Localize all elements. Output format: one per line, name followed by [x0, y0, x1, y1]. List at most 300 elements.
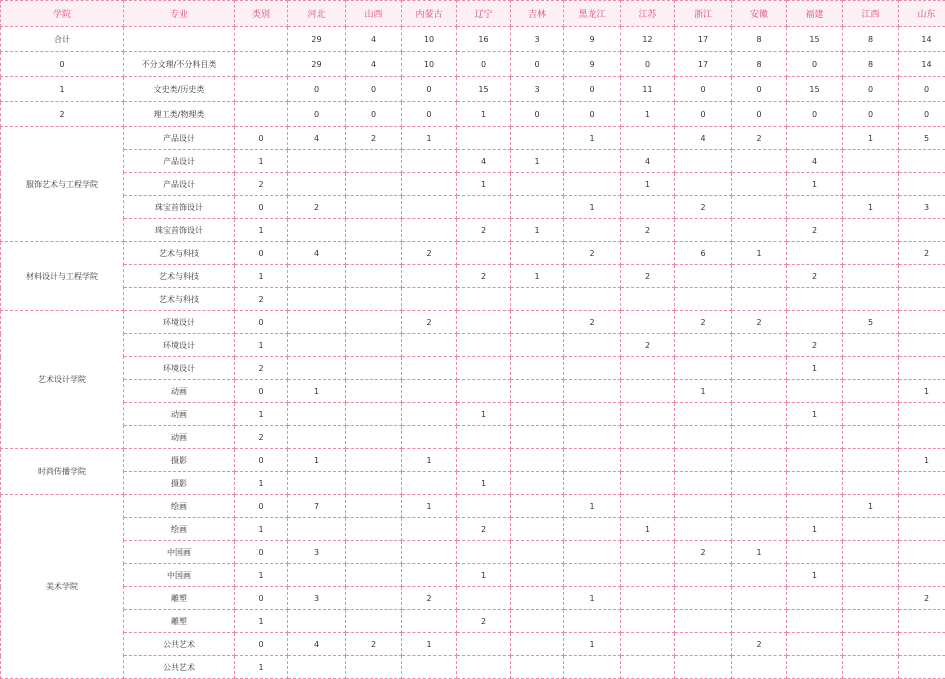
quota-cell: 1	[843, 196, 899, 219]
quota-cell: 1	[457, 564, 511, 587]
major-cell: 环境设计	[124, 311, 235, 334]
table-cell: 0	[564, 77, 621, 102]
quota-cell: 1	[787, 564, 843, 587]
category-cell: 0	[235, 380, 288, 403]
quota-cell: 2	[457, 265, 511, 288]
quota-cell	[346, 219, 402, 242]
quota-cell: 2	[621, 219, 675, 242]
quota-cell	[899, 150, 945, 173]
table-cell: 0	[787, 102, 843, 127]
category-cell: 1	[235, 265, 288, 288]
quota-cell: 1	[564, 127, 621, 150]
quota-cell: 1	[899, 380, 945, 403]
quota-cell	[899, 334, 945, 357]
table-cell: 29	[288, 27, 346, 52]
quota-cell	[402, 472, 457, 495]
quota-cell	[675, 288, 732, 311]
quota-cell	[732, 587, 787, 610]
quota-cell: 2	[732, 633, 787, 656]
quota-cell	[402, 541, 457, 564]
quota-cell	[402, 173, 457, 196]
quota-cell	[843, 334, 899, 357]
quota-cell	[787, 587, 843, 610]
table-cell: 0	[402, 102, 457, 127]
quota-cell	[457, 449, 511, 472]
quota-cell	[511, 564, 564, 587]
quota-cell	[457, 127, 511, 150]
quota-cell	[402, 426, 457, 449]
quota-cell	[346, 357, 402, 380]
quota-cell	[457, 656, 511, 679]
quota-cell	[621, 564, 675, 587]
table-body	[1, 27, 945, 679]
table-cell: 14	[899, 27, 945, 52]
table-row	[1, 610, 945, 633]
quota-cell	[511, 633, 564, 656]
quota-cell	[843, 472, 899, 495]
quota-cell: 2	[899, 587, 945, 610]
summary-row	[1, 102, 945, 127]
column-header: 福建	[787, 1, 843, 27]
quota-cell	[843, 518, 899, 541]
quota-cell	[511, 334, 564, 357]
table-cell: 17	[675, 27, 732, 52]
quota-cell	[346, 610, 402, 633]
table-row	[1, 357, 945, 380]
quota-cell: 4	[288, 242, 346, 265]
quota-cell	[787, 127, 843, 150]
table-cell: 0	[732, 102, 787, 127]
quota-cell	[675, 265, 732, 288]
quota-cell	[346, 587, 402, 610]
quota-cell: 3	[288, 587, 346, 610]
quota-cell	[732, 518, 787, 541]
table-cell: 0	[675, 102, 732, 127]
quota-cell: 1	[511, 219, 564, 242]
table-cell: 1	[621, 102, 675, 127]
major-cell: 动画	[124, 380, 235, 403]
column-header: 吉林	[511, 1, 564, 27]
quota-cell: 4	[621, 150, 675, 173]
quota-cell	[675, 449, 732, 472]
quota-cell	[732, 265, 787, 288]
quota-cell	[564, 357, 621, 380]
quota-cell: 2	[621, 334, 675, 357]
quota-cell	[621, 587, 675, 610]
table-cell: 15	[457, 77, 511, 102]
category-cell: 1	[235, 334, 288, 357]
quota-cell	[402, 334, 457, 357]
quota-cell	[621, 472, 675, 495]
quota-cell: 1	[288, 380, 346, 403]
table-cell	[235, 102, 288, 127]
category-cell: 0	[235, 633, 288, 656]
table-cell: 29	[288, 52, 346, 77]
quota-cell	[732, 150, 787, 173]
column-header: 内蒙古	[402, 1, 457, 27]
major-cell: 环境设计	[124, 357, 235, 380]
quota-cell	[564, 518, 621, 541]
quota-cell: 1	[732, 541, 787, 564]
quota-cell	[511, 518, 564, 541]
quota-cell: 1	[402, 495, 457, 518]
column-header: 河北	[288, 1, 346, 27]
table-cell: 11	[621, 77, 675, 102]
quota-cell: 2	[457, 518, 511, 541]
column-header: 山西	[346, 1, 402, 27]
quota-cell	[899, 656, 945, 679]
major-cell: 艺术与科技	[124, 288, 235, 311]
quota-cell: 1	[787, 518, 843, 541]
category-cell: 1	[235, 518, 288, 541]
quota-cell	[899, 173, 945, 196]
quota-cell	[288, 656, 346, 679]
quota-cell	[564, 288, 621, 311]
quota-cell	[899, 541, 945, 564]
quota-cell	[402, 357, 457, 380]
quota-cell	[675, 472, 732, 495]
table-row	[1, 311, 945, 334]
quota-cell: 5	[843, 311, 899, 334]
table-cell: 9	[564, 52, 621, 77]
table-cell: 12	[621, 27, 675, 52]
quota-cell	[288, 334, 346, 357]
quota-cell	[511, 449, 564, 472]
table-cell: 3	[511, 77, 564, 102]
quota-cell	[675, 334, 732, 357]
table-cell: 17	[675, 52, 732, 77]
quota-cell	[675, 403, 732, 426]
column-header: 专业	[124, 1, 235, 27]
quota-cell: 1	[621, 173, 675, 196]
major-cell: 公共艺术	[124, 633, 235, 656]
table-row	[1, 518, 945, 541]
column-header: 黑龙江	[564, 1, 621, 27]
quota-cell: 2	[402, 311, 457, 334]
quota-cell	[402, 196, 457, 219]
quota-cell	[787, 633, 843, 656]
quota-cell	[899, 357, 945, 380]
quota-cell	[346, 196, 402, 219]
quota-cell	[564, 380, 621, 403]
table-cell: 0	[899, 102, 945, 127]
quota-cell	[402, 219, 457, 242]
quota-cell	[787, 426, 843, 449]
quota-cell	[899, 403, 945, 426]
column-header: 安徽	[732, 1, 787, 27]
quota-cell	[564, 541, 621, 564]
quota-cell: 1	[511, 150, 564, 173]
table-cell	[235, 27, 288, 52]
quota-cell	[675, 219, 732, 242]
column-header: 江苏	[621, 1, 675, 27]
table-cell: 15	[787, 27, 843, 52]
quota-cell	[564, 150, 621, 173]
category-cell: 0	[235, 495, 288, 518]
quota-cell	[346, 173, 402, 196]
table-row	[1, 127, 945, 150]
quota-cell	[899, 265, 945, 288]
college-cell: 材料设计与工程学院	[1, 242, 124, 311]
table-cell: 0	[1, 52, 124, 77]
quota-cell	[899, 426, 945, 449]
major-cell: 中国画	[124, 541, 235, 564]
quota-cell	[457, 357, 511, 380]
quota-cell	[621, 541, 675, 564]
table-row	[1, 150, 945, 173]
major-cell: 产品设计	[124, 127, 235, 150]
table-row	[1, 403, 945, 426]
quota-cell	[564, 334, 621, 357]
quota-cell	[899, 472, 945, 495]
quota-cell: 2	[899, 242, 945, 265]
quota-cell	[843, 426, 899, 449]
quota-cell	[732, 380, 787, 403]
table-cell: 0	[346, 102, 402, 127]
quota-cell	[288, 564, 346, 587]
quota-cell	[675, 610, 732, 633]
summary-row	[1, 27, 945, 52]
major-cell: 绘画	[124, 518, 235, 541]
major-cell: 动画	[124, 403, 235, 426]
major-cell: 艺术与科技	[124, 242, 235, 265]
quota-cell	[843, 219, 899, 242]
major-cell: 珠宝首饰设计	[124, 219, 235, 242]
quota-cell: 2	[787, 265, 843, 288]
category-cell: 0	[235, 449, 288, 472]
table-cell: 8	[732, 27, 787, 52]
table-cell: 10	[402, 52, 457, 77]
quota-cell: 2	[564, 242, 621, 265]
table-cell: 0	[288, 77, 346, 102]
table-cell	[235, 77, 288, 102]
table-row	[1, 587, 945, 610]
major-cell: 雕塑	[124, 610, 235, 633]
quota-cell	[675, 587, 732, 610]
table-cell: 0	[621, 52, 675, 77]
quota-cell: 2	[402, 242, 457, 265]
quota-cell	[564, 173, 621, 196]
quota-cell	[621, 127, 675, 150]
column-header: 学院	[1, 1, 124, 27]
quota-cell: 1	[402, 127, 457, 150]
summary-row	[1, 77, 945, 102]
quota-cell	[675, 633, 732, 656]
quota-cell	[402, 656, 457, 679]
quota-cell	[346, 541, 402, 564]
quota-cell	[843, 633, 899, 656]
category-cell: 1	[235, 219, 288, 242]
quota-cell	[511, 610, 564, 633]
table-cell: 0	[457, 52, 511, 77]
quota-cell	[675, 656, 732, 679]
quota-cell: 1	[457, 403, 511, 426]
table-cell: 1	[1, 77, 124, 102]
quota-cell	[621, 311, 675, 334]
quota-cell	[621, 242, 675, 265]
table-cell: 4	[346, 27, 402, 52]
quota-cell	[564, 656, 621, 679]
quota-cell	[899, 610, 945, 633]
category-cell: 1	[235, 656, 288, 679]
table-row	[1, 265, 945, 288]
category-cell: 1	[235, 150, 288, 173]
quota-cell: 1	[621, 518, 675, 541]
table-row	[1, 334, 945, 357]
quota-cell	[621, 380, 675, 403]
quota-cell	[511, 288, 564, 311]
quota-cell: 2	[288, 196, 346, 219]
quota-cell	[899, 495, 945, 518]
quota-cell	[564, 610, 621, 633]
quota-cell: 1	[288, 449, 346, 472]
quota-cell	[288, 472, 346, 495]
quota-cell: 1	[457, 472, 511, 495]
table-cell: 0	[288, 102, 346, 127]
quota-cell	[843, 610, 899, 633]
table-cell: 0	[511, 52, 564, 77]
quota-cell	[511, 380, 564, 403]
quota-cell: 1	[511, 265, 564, 288]
table-cell: 0	[843, 77, 899, 102]
quota-cell	[457, 288, 511, 311]
quota-cell	[402, 288, 457, 311]
quota-cell	[675, 564, 732, 587]
table-cell: 文史类/历史类	[124, 77, 235, 102]
quota-cell	[787, 380, 843, 403]
major-cell: 珠宝首饰设计	[124, 196, 235, 219]
quota-cell	[402, 403, 457, 426]
quota-cell	[511, 472, 564, 495]
quota-cell	[346, 265, 402, 288]
quota-cell	[787, 541, 843, 564]
major-cell: 摄影	[124, 472, 235, 495]
quota-cell	[457, 495, 511, 518]
quota-cell	[732, 403, 787, 426]
table-cell: 3	[511, 27, 564, 52]
quota-cell	[843, 449, 899, 472]
quota-cell: 1	[675, 380, 732, 403]
table-row	[1, 219, 945, 242]
quota-cell	[732, 564, 787, 587]
quota-cell: 2	[787, 219, 843, 242]
header-row	[1, 1, 945, 27]
quota-cell	[899, 219, 945, 242]
category-cell: 1	[235, 472, 288, 495]
category-cell: 0	[235, 541, 288, 564]
table-cell: 理工类/物理类	[124, 102, 235, 127]
table-cell: 0	[511, 102, 564, 127]
quota-cell: 1	[402, 449, 457, 472]
category-cell: 0	[235, 127, 288, 150]
quota-cell	[621, 403, 675, 426]
quota-cell	[288, 518, 346, 541]
quota-cell	[457, 242, 511, 265]
table-row	[1, 541, 945, 564]
major-cell: 中国画	[124, 564, 235, 587]
quota-cell	[346, 449, 402, 472]
quota-cell	[787, 311, 843, 334]
quota-cell	[787, 495, 843, 518]
quota-cell	[346, 403, 402, 426]
quota-cell: 1	[899, 449, 945, 472]
quota-cell	[402, 564, 457, 587]
quota-cell	[288, 426, 346, 449]
quota-cell	[288, 150, 346, 173]
quota-cell	[732, 656, 787, 679]
major-cell: 绘画	[124, 495, 235, 518]
quota-cell	[564, 426, 621, 449]
quota-cell: 1	[732, 242, 787, 265]
quota-cell: 3	[899, 196, 945, 219]
quota-cell: 2	[457, 610, 511, 633]
quota-cell	[346, 334, 402, 357]
table-cell: 合计	[1, 27, 124, 52]
quota-cell	[621, 656, 675, 679]
quota-cell	[402, 150, 457, 173]
table-cell: 0	[346, 77, 402, 102]
quota-cell: 1	[564, 196, 621, 219]
quota-cell	[288, 403, 346, 426]
quota-cell	[457, 196, 511, 219]
table-cell: 0	[675, 77, 732, 102]
quota-cell	[787, 196, 843, 219]
quota-cell	[621, 357, 675, 380]
college-cell: 服饰艺术与工程学院	[1, 127, 124, 242]
quota-cell	[899, 311, 945, 334]
quota-cell: 4	[288, 127, 346, 150]
quota-cell: 1	[843, 127, 899, 150]
quota-cell	[899, 518, 945, 541]
quota-cell	[457, 380, 511, 403]
quota-cell: 2	[402, 587, 457, 610]
quota-cell	[346, 564, 402, 587]
table-cell: 8	[732, 52, 787, 77]
quota-cell: 4	[675, 127, 732, 150]
table-cell: 0	[843, 102, 899, 127]
quota-cell	[675, 150, 732, 173]
quota-cell	[564, 472, 621, 495]
quota-cell	[402, 380, 457, 403]
quota-cell	[843, 288, 899, 311]
category-cell: 0	[235, 311, 288, 334]
quota-cell	[899, 288, 945, 311]
quota-cell	[402, 518, 457, 541]
table-row	[1, 449, 945, 472]
quota-cell	[787, 242, 843, 265]
quota-cell	[346, 242, 402, 265]
quota-cell: 4	[288, 633, 346, 656]
quota-cell	[564, 449, 621, 472]
quota-cell	[621, 495, 675, 518]
category-cell: 2	[235, 288, 288, 311]
quota-cell	[511, 196, 564, 219]
quota-cell	[511, 242, 564, 265]
major-cell: 产品设计	[124, 150, 235, 173]
major-cell: 产品设计	[124, 173, 235, 196]
quota-cell	[732, 334, 787, 357]
table-cell: 10	[402, 27, 457, 52]
quota-cell	[288, 288, 346, 311]
table-row	[1, 656, 945, 679]
quota-cell: 4	[457, 150, 511, 173]
quota-cell	[288, 610, 346, 633]
quota-cell	[843, 242, 899, 265]
quota-cell	[843, 380, 899, 403]
quota-cell	[346, 495, 402, 518]
table-row	[1, 426, 945, 449]
quota-cell	[732, 449, 787, 472]
